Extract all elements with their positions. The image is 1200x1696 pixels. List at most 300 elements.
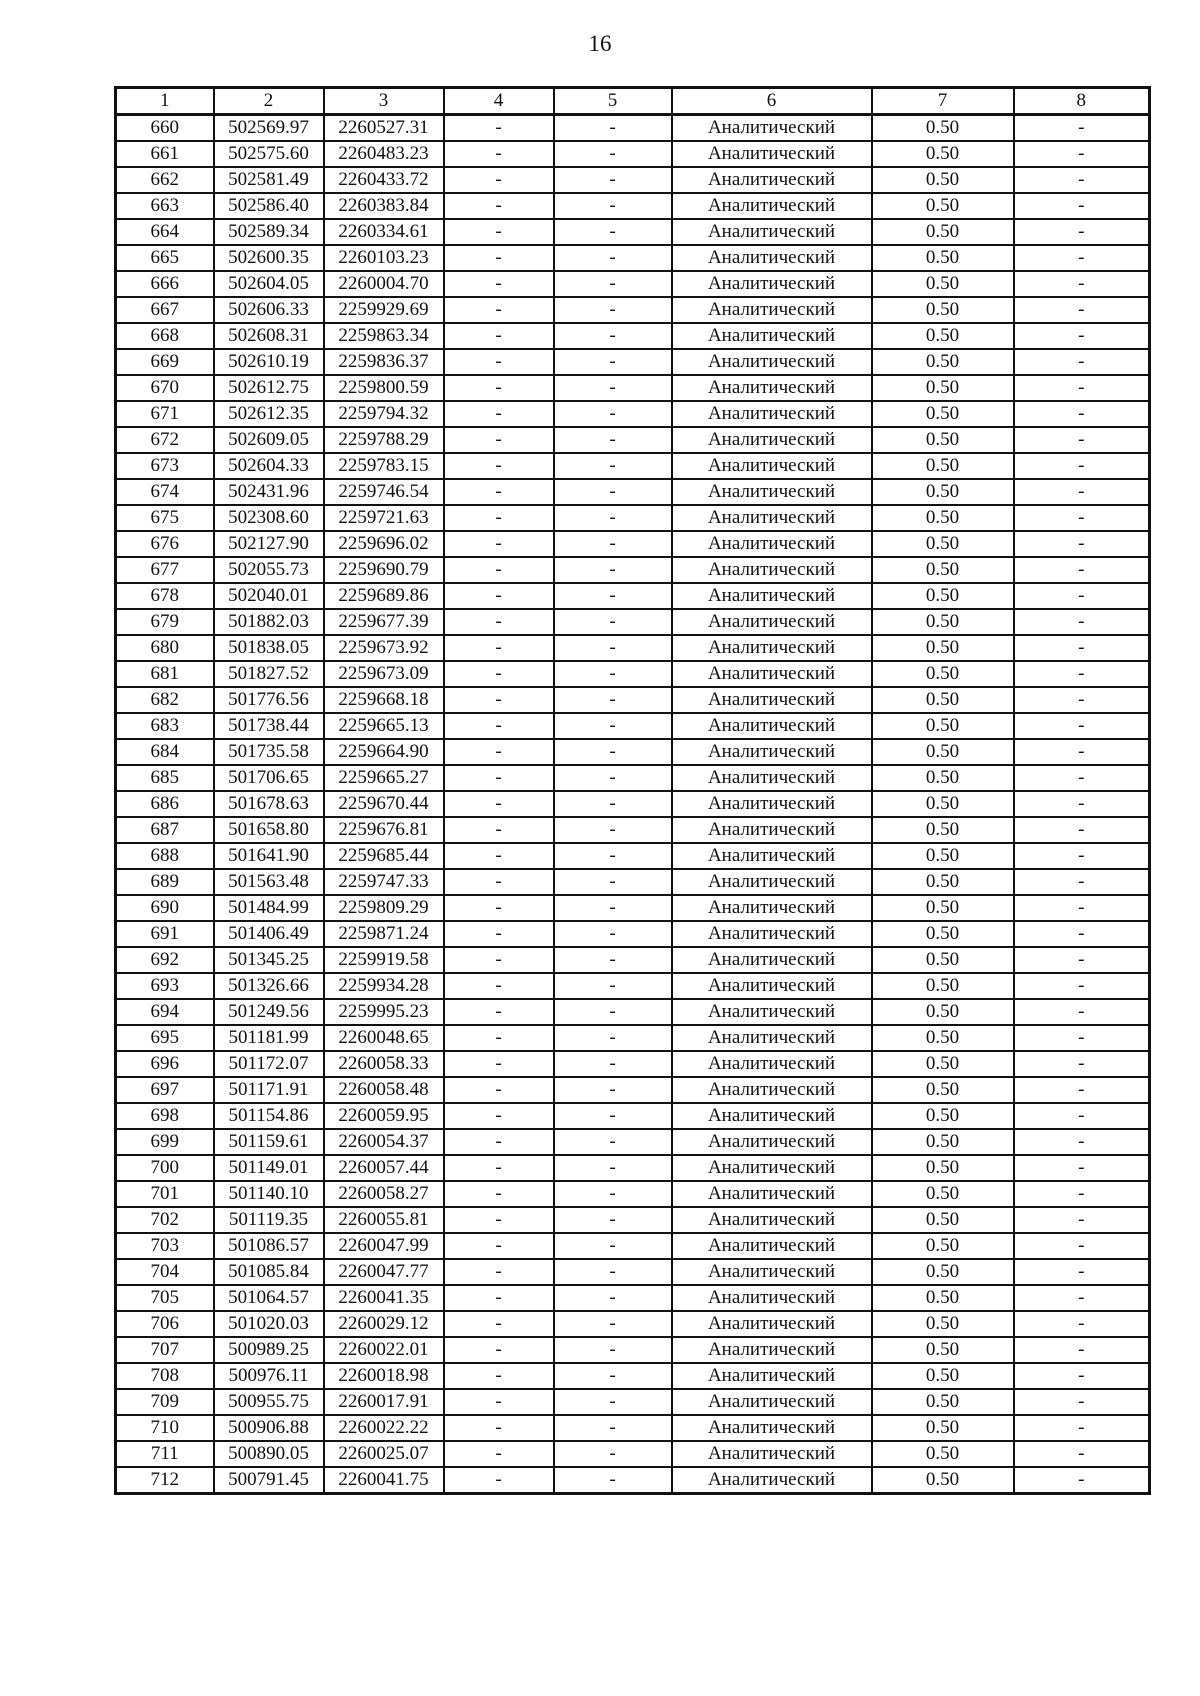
x-coordinate-cell: 502055.73 xyxy=(214,557,324,583)
column-4-cell: - xyxy=(444,349,554,375)
column-8-cell: - xyxy=(1014,115,1150,142)
accuracy-cell: 0.50 xyxy=(872,843,1014,869)
method-cell: Аналитический xyxy=(672,999,872,1025)
method-cell: Аналитический xyxy=(672,505,872,531)
y-coordinate-cell: 2259747.33 xyxy=(324,869,444,895)
accuracy-cell: 0.50 xyxy=(872,1129,1014,1155)
y-coordinate-cell: 2259794.32 xyxy=(324,401,444,427)
y-coordinate-cell: 2259746.54 xyxy=(324,479,444,505)
table-row xyxy=(116,531,1150,557)
point-number-cell: 662 xyxy=(116,167,214,193)
y-coordinate-cell: 2260022.01 xyxy=(324,1337,444,1363)
table-row xyxy=(116,635,1150,661)
column-8-cell: - xyxy=(1014,635,1150,661)
column-5-cell: - xyxy=(554,1025,672,1051)
column-5-cell: - xyxy=(554,1311,672,1337)
x-coordinate-cell: 502608.31 xyxy=(214,323,324,349)
accuracy-cell: 0.50 xyxy=(872,271,1014,297)
column-8-cell: - xyxy=(1014,271,1150,297)
point-number-cell: 663 xyxy=(116,193,214,219)
accuracy-cell: 0.50 xyxy=(872,1389,1014,1415)
table-row xyxy=(116,713,1150,739)
method-cell: Аналитический xyxy=(672,1467,872,1494)
x-coordinate-cell: 501119.35 xyxy=(214,1207,324,1233)
x-coordinate-cell: 501484.99 xyxy=(214,895,324,921)
point-number-cell: 692 xyxy=(116,947,214,973)
accuracy-cell: 0.50 xyxy=(872,869,1014,895)
x-coordinate-cell: 502604.33 xyxy=(214,453,324,479)
column-4-cell: - xyxy=(444,505,554,531)
column-4-cell: - xyxy=(444,1415,554,1441)
table-row xyxy=(116,609,1150,635)
column-4-cell: - xyxy=(444,999,554,1025)
column-5-cell: - xyxy=(554,505,672,531)
x-coordinate-cell: 501563.48 xyxy=(214,869,324,895)
x-coordinate-cell: 502569.97 xyxy=(214,115,324,142)
column-5-cell: - xyxy=(554,141,672,167)
accuracy-cell: 0.50 xyxy=(872,115,1014,142)
point-number-cell: 705 xyxy=(116,1285,214,1311)
point-number-cell: 680 xyxy=(116,635,214,661)
x-coordinate-cell: 500791.45 xyxy=(214,1467,324,1494)
accuracy-cell: 0.50 xyxy=(872,1051,1014,1077)
column-4-cell: - xyxy=(444,869,554,895)
point-number-cell: 674 xyxy=(116,479,214,505)
column-5-cell: - xyxy=(554,375,672,401)
point-number-cell: 661 xyxy=(116,141,214,167)
column-8-cell: - xyxy=(1014,947,1150,973)
method-cell: Аналитический xyxy=(672,1103,872,1129)
accuracy-cell: 0.50 xyxy=(872,739,1014,765)
table-row xyxy=(116,817,1150,843)
column-8-cell: - xyxy=(1014,505,1150,531)
accuracy-cell: 0.50 xyxy=(872,193,1014,219)
column-5-cell: - xyxy=(554,297,672,323)
method-cell: Аналитический xyxy=(672,479,872,505)
accuracy-cell: 0.50 xyxy=(872,1077,1014,1103)
point-number-cell: 690 xyxy=(116,895,214,921)
accuracy-cell: 0.50 xyxy=(872,1025,1014,1051)
y-coordinate-cell: 2259664.90 xyxy=(324,739,444,765)
accuracy-cell: 0.50 xyxy=(872,375,1014,401)
column-header: 7 xyxy=(872,88,1014,115)
column-8-cell: - xyxy=(1014,1207,1150,1233)
y-coordinate-cell: 2259677.39 xyxy=(324,609,444,635)
method-cell: Аналитический xyxy=(672,115,872,142)
accuracy-cell: 0.50 xyxy=(872,1415,1014,1441)
column-4-cell: - xyxy=(444,1207,554,1233)
column-4-cell: - xyxy=(444,713,554,739)
point-number-cell: 664 xyxy=(116,219,214,245)
column-4-cell: - xyxy=(444,1129,554,1155)
y-coordinate-cell: 2259685.44 xyxy=(324,843,444,869)
column-header: 3 xyxy=(324,88,444,115)
y-coordinate-cell: 2259863.34 xyxy=(324,323,444,349)
y-coordinate-cell: 2259783.15 xyxy=(324,453,444,479)
y-coordinate-cell: 2259836.37 xyxy=(324,349,444,375)
point-number-cell: 698 xyxy=(116,1103,214,1129)
point-number-cell: 704 xyxy=(116,1259,214,1285)
point-number-cell: 694 xyxy=(116,999,214,1025)
column-5-cell: - xyxy=(554,635,672,661)
x-coordinate-cell: 501406.49 xyxy=(214,921,324,947)
column-4-cell: - xyxy=(444,531,554,557)
accuracy-cell: 0.50 xyxy=(872,1285,1014,1311)
y-coordinate-cell: 2260057.44 xyxy=(324,1155,444,1181)
x-coordinate-cell: 501678.63 xyxy=(214,791,324,817)
method-cell: Аналитический xyxy=(672,869,872,895)
column-8-cell: - xyxy=(1014,323,1150,349)
column-4-cell: - xyxy=(444,1259,554,1285)
y-coordinate-cell: 2260059.95 xyxy=(324,1103,444,1129)
x-coordinate-cell: 501172.07 xyxy=(214,1051,324,1077)
method-cell: Аналитический xyxy=(672,1155,872,1181)
column-4-cell: - xyxy=(444,193,554,219)
y-coordinate-cell: 2259871.24 xyxy=(324,921,444,947)
accuracy-cell: 0.50 xyxy=(872,245,1014,271)
method-cell: Аналитический xyxy=(672,453,872,479)
table-row xyxy=(116,1441,1150,1467)
x-coordinate-cell: 501140.10 xyxy=(214,1181,324,1207)
y-coordinate-cell: 2260047.99 xyxy=(324,1233,444,1259)
method-cell: Аналитический xyxy=(672,271,872,297)
method-cell: Аналитический xyxy=(672,895,872,921)
column-4-cell: - xyxy=(444,1025,554,1051)
column-8-cell: - xyxy=(1014,1259,1150,1285)
column-5-cell: - xyxy=(554,609,672,635)
column-8-cell: - xyxy=(1014,427,1150,453)
column-8-cell: - xyxy=(1014,1467,1150,1494)
column-5-cell: - xyxy=(554,453,672,479)
page-number: 16 xyxy=(588,31,612,56)
column-8-cell: - xyxy=(1014,531,1150,557)
point-number-cell: 673 xyxy=(116,453,214,479)
method-cell: Аналитический xyxy=(672,739,872,765)
table-row xyxy=(116,245,1150,271)
table-row xyxy=(116,661,1150,687)
y-coordinate-cell: 2259809.29 xyxy=(324,895,444,921)
point-number-cell: 691 xyxy=(116,921,214,947)
column-5-cell: - xyxy=(554,1077,672,1103)
column-4-cell: - xyxy=(444,843,554,869)
column-4-cell: - xyxy=(444,323,554,349)
accuracy-cell: 0.50 xyxy=(872,479,1014,505)
table-row xyxy=(116,1415,1150,1441)
column-8-cell: - xyxy=(1014,791,1150,817)
table-row xyxy=(116,1155,1150,1181)
x-coordinate-cell: 501249.56 xyxy=(214,999,324,1025)
y-coordinate-cell: 2259919.58 xyxy=(324,947,444,973)
table-row xyxy=(116,973,1150,999)
column-4-cell: - xyxy=(444,219,554,245)
column-5-cell: - xyxy=(554,687,672,713)
column-8-cell: - xyxy=(1014,349,1150,375)
table-row xyxy=(116,1129,1150,1155)
x-coordinate-cell: 501326.66 xyxy=(214,973,324,999)
table-row xyxy=(116,1077,1150,1103)
column-5-cell: - xyxy=(554,531,672,557)
y-coordinate-cell: 2259800.59 xyxy=(324,375,444,401)
column-8-cell: - xyxy=(1014,375,1150,401)
column-8-cell: - xyxy=(1014,1077,1150,1103)
method-cell: Аналитический xyxy=(672,1077,872,1103)
method-cell: Аналитический xyxy=(672,1025,872,1051)
x-coordinate-cell: 501882.03 xyxy=(214,609,324,635)
y-coordinate-cell: 2260048.65 xyxy=(324,1025,444,1051)
method-cell: Аналитический xyxy=(672,141,872,167)
column-8-cell: - xyxy=(1014,739,1150,765)
column-4-cell: - xyxy=(444,141,554,167)
x-coordinate-cell: 501776.56 xyxy=(214,687,324,713)
column-header: 4 xyxy=(444,88,554,115)
column-4-cell: - xyxy=(444,1467,554,1494)
coordinates-table xyxy=(114,86,1151,1495)
y-coordinate-cell: 2260527.31 xyxy=(324,115,444,142)
accuracy-cell: 0.50 xyxy=(872,635,1014,661)
point-number-cell: 670 xyxy=(116,375,214,401)
y-coordinate-cell: 2260383.84 xyxy=(324,193,444,219)
x-coordinate-cell: 501735.58 xyxy=(214,739,324,765)
column-4-cell: - xyxy=(444,427,554,453)
method-cell: Аналитический xyxy=(672,427,872,453)
column-4-cell: - xyxy=(444,583,554,609)
accuracy-cell: 0.50 xyxy=(872,349,1014,375)
column-5-cell: - xyxy=(554,661,672,687)
point-number-cell: 675 xyxy=(116,505,214,531)
point-number-cell: 707 xyxy=(116,1337,214,1363)
column-4-cell: - xyxy=(444,1233,554,1259)
accuracy-cell: 0.50 xyxy=(872,453,1014,479)
column-8-cell: - xyxy=(1014,609,1150,635)
point-number-cell: 665 xyxy=(116,245,214,271)
table-row xyxy=(116,1363,1150,1389)
column-8-cell: - xyxy=(1014,479,1150,505)
column-5-cell: - xyxy=(554,895,672,921)
method-cell: Аналитический xyxy=(672,557,872,583)
column-5-cell: - xyxy=(554,1415,672,1441)
table-row xyxy=(116,999,1150,1025)
y-coordinate-cell: 2260025.07 xyxy=(324,1441,444,1467)
y-coordinate-cell: 2259673.92 xyxy=(324,635,444,661)
column-4-cell: - xyxy=(444,375,554,401)
column-4-cell: - xyxy=(444,245,554,271)
accuracy-cell: 0.50 xyxy=(872,817,1014,843)
point-number-cell: 697 xyxy=(116,1077,214,1103)
column-8-cell: - xyxy=(1014,1155,1150,1181)
column-5-cell: - xyxy=(554,1259,672,1285)
x-coordinate-cell: 501159.61 xyxy=(214,1129,324,1155)
column-8-cell: - xyxy=(1014,141,1150,167)
table-row xyxy=(116,869,1150,895)
x-coordinate-cell: 502431.96 xyxy=(214,479,324,505)
accuracy-cell: 0.50 xyxy=(872,687,1014,713)
accuracy-cell: 0.50 xyxy=(872,947,1014,973)
accuracy-cell: 0.50 xyxy=(872,323,1014,349)
column-8-cell: - xyxy=(1014,453,1150,479)
column-5-cell: - xyxy=(554,765,672,791)
column-5-cell: - xyxy=(554,1103,672,1129)
table-row xyxy=(116,1181,1150,1207)
column-8-cell: - xyxy=(1014,1129,1150,1155)
point-number-cell: 676 xyxy=(116,531,214,557)
x-coordinate-cell: 502604.05 xyxy=(214,271,324,297)
point-number-cell: 688 xyxy=(116,843,214,869)
point-number-cell: 693 xyxy=(116,973,214,999)
x-coordinate-cell: 501149.01 xyxy=(214,1155,324,1181)
column-8-cell: - xyxy=(1014,713,1150,739)
point-number-cell: 686 xyxy=(116,791,214,817)
x-coordinate-cell: 501738.44 xyxy=(214,713,324,739)
table-row xyxy=(116,271,1150,297)
table-row xyxy=(116,323,1150,349)
point-number-cell: 668 xyxy=(116,323,214,349)
table-row xyxy=(116,791,1150,817)
column-4-cell: - xyxy=(444,1155,554,1181)
column-4-cell: - xyxy=(444,895,554,921)
y-coordinate-cell: 2260055.81 xyxy=(324,1207,444,1233)
table-row xyxy=(116,193,1150,219)
method-cell: Аналитический xyxy=(672,297,872,323)
point-number-cell: 703 xyxy=(116,1233,214,1259)
point-number-cell: 684 xyxy=(116,739,214,765)
table-row xyxy=(116,375,1150,401)
table-row xyxy=(116,1051,1150,1077)
method-cell: Аналитический xyxy=(672,635,872,661)
method-cell: Аналитический xyxy=(672,1337,872,1363)
x-coordinate-cell: 500976.11 xyxy=(214,1363,324,1389)
column-5-cell: - xyxy=(554,427,672,453)
point-number-cell: 683 xyxy=(116,713,214,739)
x-coordinate-cell: 502040.01 xyxy=(214,583,324,609)
x-coordinate-cell: 501154.86 xyxy=(214,1103,324,1129)
point-number-cell: 701 xyxy=(116,1181,214,1207)
accuracy-cell: 0.50 xyxy=(872,713,1014,739)
accuracy-cell: 0.50 xyxy=(872,167,1014,193)
y-coordinate-cell: 2259670.44 xyxy=(324,791,444,817)
accuracy-cell: 0.50 xyxy=(872,531,1014,557)
column-8-cell: - xyxy=(1014,583,1150,609)
x-coordinate-cell: 502610.19 xyxy=(214,349,324,375)
table-row xyxy=(116,115,1150,142)
table-body xyxy=(116,115,1150,1494)
x-coordinate-cell: 502308.60 xyxy=(214,505,324,531)
point-number-cell: 671 xyxy=(116,401,214,427)
x-coordinate-cell: 502589.34 xyxy=(214,219,324,245)
accuracy-cell: 0.50 xyxy=(872,1259,1014,1285)
x-coordinate-cell: 501181.99 xyxy=(214,1025,324,1051)
accuracy-cell: 0.50 xyxy=(872,141,1014,167)
method-cell: Аналитический xyxy=(672,375,872,401)
point-number-cell: 685 xyxy=(116,765,214,791)
accuracy-cell: 0.50 xyxy=(872,609,1014,635)
column-8-cell: - xyxy=(1014,1051,1150,1077)
point-number-cell: 669 xyxy=(116,349,214,375)
method-cell: Аналитический xyxy=(672,791,872,817)
accuracy-cell: 0.50 xyxy=(872,297,1014,323)
method-cell: Аналитический xyxy=(672,947,872,973)
column-5-cell: - xyxy=(554,167,672,193)
method-cell: Аналитический xyxy=(672,1181,872,1207)
y-coordinate-cell: 2260483.23 xyxy=(324,141,444,167)
y-coordinate-cell: 2259696.02 xyxy=(324,531,444,557)
point-number-cell: 711 xyxy=(116,1441,214,1467)
column-4-cell: - xyxy=(444,479,554,505)
y-coordinate-cell: 2260047.77 xyxy=(324,1259,444,1285)
accuracy-cell: 0.50 xyxy=(872,427,1014,453)
column-8-cell: - xyxy=(1014,1337,1150,1363)
method-cell: Аналитический xyxy=(672,661,872,687)
y-coordinate-cell: 2259934.28 xyxy=(324,973,444,999)
table-row xyxy=(116,1311,1150,1337)
column-5-cell: - xyxy=(554,479,672,505)
x-coordinate-cell: 502600.35 xyxy=(214,245,324,271)
y-coordinate-cell: 2259665.27 xyxy=(324,765,444,791)
x-coordinate-cell: 501706.65 xyxy=(214,765,324,791)
table-row xyxy=(116,1103,1150,1129)
column-5-cell: - xyxy=(554,349,672,375)
accuracy-cell: 0.50 xyxy=(872,583,1014,609)
column-4-cell: - xyxy=(444,115,554,142)
column-5-cell: - xyxy=(554,973,672,999)
point-number-cell: 709 xyxy=(116,1389,214,1415)
point-number-cell: 708 xyxy=(116,1363,214,1389)
x-coordinate-cell: 501658.80 xyxy=(214,817,324,843)
column-8-cell: - xyxy=(1014,1363,1150,1389)
point-number-cell: 666 xyxy=(116,271,214,297)
column-4-cell: - xyxy=(444,1389,554,1415)
column-8-cell: - xyxy=(1014,687,1150,713)
method-cell: Аналитический xyxy=(672,1259,872,1285)
table-row xyxy=(116,349,1150,375)
column-4-cell: - xyxy=(444,973,554,999)
table-row xyxy=(116,297,1150,323)
table-row xyxy=(116,167,1150,193)
x-coordinate-cell: 502586.40 xyxy=(214,193,324,219)
column-5-cell: - xyxy=(554,245,672,271)
column-8-cell: - xyxy=(1014,193,1150,219)
table-row xyxy=(116,1467,1150,1494)
column-5-cell: - xyxy=(554,999,672,1025)
column-4-cell: - xyxy=(444,1285,554,1311)
accuracy-cell: 0.50 xyxy=(872,1467,1014,1494)
table-row xyxy=(116,843,1150,869)
column-8-cell: - xyxy=(1014,1103,1150,1129)
x-coordinate-cell: 502575.60 xyxy=(214,141,324,167)
column-5-cell: - xyxy=(554,323,672,349)
method-cell: Аналитический xyxy=(672,1389,872,1415)
method-cell: Аналитический xyxy=(672,1441,872,1467)
point-number-cell: 710 xyxy=(116,1415,214,1441)
method-cell: Аналитический xyxy=(672,1129,872,1155)
x-coordinate-cell: 502606.33 xyxy=(214,297,324,323)
table-header-row xyxy=(116,88,1150,115)
x-coordinate-cell: 501020.03 xyxy=(214,1311,324,1337)
method-cell: Аналитический xyxy=(672,1415,872,1441)
column-4-cell: - xyxy=(444,1363,554,1389)
column-4-cell: - xyxy=(444,1103,554,1129)
accuracy-cell: 0.50 xyxy=(872,1207,1014,1233)
column-8-cell: - xyxy=(1014,1233,1150,1259)
y-coordinate-cell: 2259995.23 xyxy=(324,999,444,1025)
column-8-cell: - xyxy=(1014,167,1150,193)
column-5-cell: - xyxy=(554,1467,672,1494)
table-row xyxy=(116,141,1150,167)
table-row xyxy=(116,1259,1150,1285)
accuracy-cell: 0.50 xyxy=(872,973,1014,999)
table-row xyxy=(116,1337,1150,1363)
x-coordinate-cell: 501086.57 xyxy=(214,1233,324,1259)
table-row xyxy=(116,219,1150,245)
